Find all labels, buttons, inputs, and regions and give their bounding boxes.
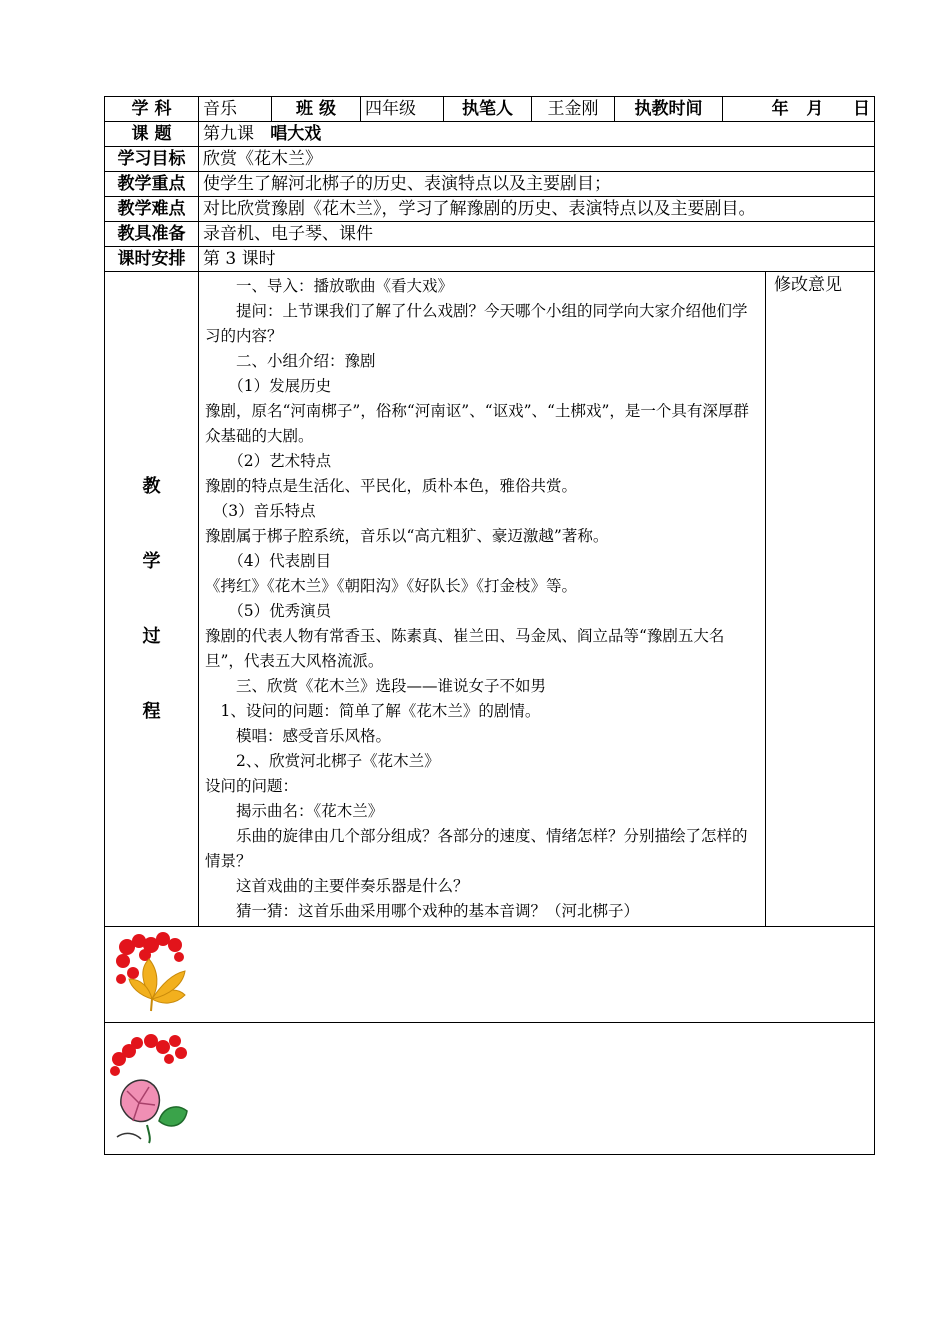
goal-row <box>105 147 875 172</box>
subject-value: 音乐 <box>199 97 272 122</box>
process-line: 揭示曲名：《花木兰》 <box>205 802 384 820</box>
morning-glory-icon <box>107 1025 197 1145</box>
process-char: 教 <box>142 476 161 497</box>
goal-label: 学习目标 <box>105 147 199 172</box>
process-line: 二、小组介绍：豫剧 <box>205 352 376 370</box>
lesson-plan <box>104 96 874 1155</box>
difficulty-row <box>105 197 875 222</box>
process-line: （5）优秀演员 <box>205 602 332 620</box>
period-value: 第 3 课时 <box>199 247 875 272</box>
grade-label: 班 级 <box>272 97 361 122</box>
key-value: 使学生了解河北梆子的历史、表演特点以及主要剧目； <box>199 172 875 197</box>
process-line: 2、、欣赏河北梆子《花木兰》 <box>205 752 440 770</box>
process-char: 程 <box>142 701 161 722</box>
process-line: 一、导入：播放歌曲《看大戏》 <box>205 277 454 295</box>
time-label: 执教时间 <box>615 97 723 122</box>
tools-value: 录音机、电子琴、课件 <box>199 222 875 247</box>
topic-title: 唱大戏 <box>270 123 322 144</box>
process-line: （4）代表剧目 <box>205 552 332 570</box>
yellow-leaf-icon <box>129 959 185 1011</box>
notes-cell <box>766 272 875 927</box>
decoration-cell-2 <box>105 1023 875 1155</box>
goal-value: 欣赏《花木兰》 <box>199 147 875 172</box>
topic-value <box>199 122 875 147</box>
period-row <box>105 247 875 272</box>
process-char: 学 <box>142 551 161 572</box>
process-label <box>105 272 199 927</box>
process-line: 设问的问题： <box>205 777 299 795</box>
process-line: （1）发展历史 <box>205 377 332 395</box>
tools-label: 教具准备 <box>105 222 199 247</box>
header-row <box>105 97 875 122</box>
process-char: 过 <box>142 626 161 647</box>
key-label: 教学重点 <box>105 172 199 197</box>
difficulty-value: 对比欣赏豫剧《花木兰》，学习了解豫剧的历史、表演特点以及主要剧目。 <box>199 197 875 222</box>
time-value: 年 月 日 <box>723 97 875 122</box>
process-line: 乐曲的旋律由几个部分组成？各部分的速度、情绪怎样？分别描绘了怎样的情景？ <box>205 827 748 870</box>
process-line: 提问：上节课我们了解了什么戏剧？今天哪个小组的同学向大家介绍他们学习的内容？ <box>205 302 748 345</box>
difficulty-label: 教学难点 <box>105 197 199 222</box>
topic-prefix: 第九课 <box>203 123 254 144</box>
process-line: 1、设问的问题：简单了解《花木兰》的剧情。 <box>205 702 541 720</box>
process-line: 这首戏曲的主要伴奏乐器是什么？ <box>205 877 469 895</box>
process-line: 豫剧的代表人物有常香玉、陈素真、崔兰田、马金凤、阎立品等“豫剧五大名旦”，代表五大风格流派。 <box>205 627 725 670</box>
process-line: （3）音乐特点 <box>205 502 316 520</box>
period-label: 课时安排 <box>105 247 199 272</box>
process-line: （2）艺术特点 <box>205 452 332 470</box>
topic-row <box>105 122 875 147</box>
flower-leaf-icon <box>107 929 197 1013</box>
process-line: 《拷红》《花木兰》《朝阳沟》《好队长》《打金枝》等。 <box>205 577 578 595</box>
process-line: 三、欣赏《花木兰》选段——谁说女子不如男 <box>205 677 547 695</box>
red-blossom-icon <box>110 1034 187 1076</box>
author-value: 王金刚 <box>532 97 615 122</box>
subject-label: 学 科 <box>105 97 199 122</box>
process-line: 豫剧，原名“河南梆子”，俗称“河南讴”、“讴戏”、“土梆戏”，是一个具有深厚群众基础的大剧。 <box>205 402 749 445</box>
decoration-row-1 <box>105 927 875 1023</box>
tools-row <box>105 222 875 247</box>
notes-label: 修改意见 <box>774 275 842 295</box>
process-line: 模唱：感受音乐风格。 <box>205 727 392 745</box>
topic-label: 课 题 <box>105 122 199 147</box>
decoration-row-2 <box>105 1023 875 1155</box>
pink-bloom-icon <box>121 1080 160 1121</box>
grade-value: 四年级 <box>361 97 444 122</box>
process-row <box>105 272 875 927</box>
lesson-table <box>104 96 875 1155</box>
process-line: 豫剧属于梆子腔系统，音乐以“高亢粗犷、豪迈激越”著称。 <box>205 527 609 545</box>
key-row <box>105 172 875 197</box>
process-line: 猜一猜：这首乐曲采用哪个戏种的基本音调？（河北梆子） <box>205 902 640 920</box>
process-body <box>199 272 766 927</box>
decoration-cell-1 <box>105 927 875 1023</box>
author-label: 执笔人 <box>444 97 532 122</box>
process-line: 豫剧的特点是生活化、平民化，质朴本色，雅俗共赏。 <box>205 477 578 495</box>
